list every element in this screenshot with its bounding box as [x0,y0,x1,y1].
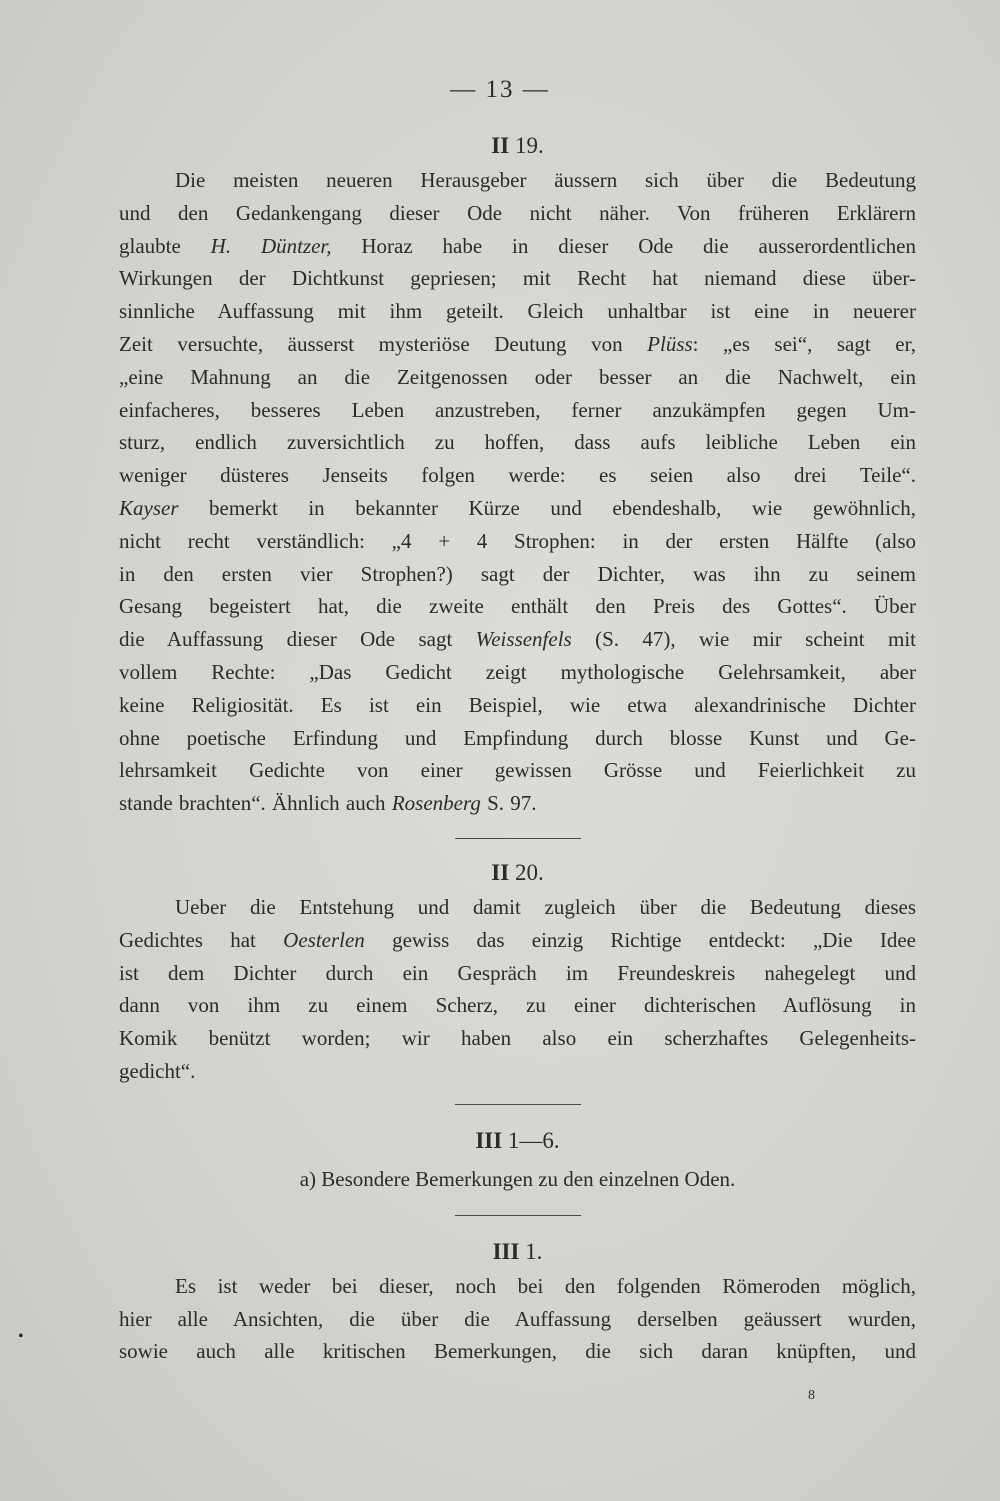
heading-number: 1. [525,1238,543,1264]
text-line: lehrsamkeit Gedichte von einer gewissen Grösse und Feierlichkeit zu [119,758,916,783]
text-line: keine Religiosität. Es ist ein Beispiel, wie etwa alexandrinische Dichter [119,692,916,717]
text-line: Zeit versuchte, äusserst mysteriöse Deutung von Plüss: „es sei“, sagt er, [119,331,916,356]
page-body [119,128,916,1368]
text-line: Ueber die Entstehung und damit zugleich über die Bedeutung dieses [175,894,916,919]
heading-roman: III [475,1127,503,1153]
section-heading-iii-1 [119,1234,916,1270]
heading-roman: II [491,133,510,158]
text-line: ist dem Dichter durch ein Gespräch im Freundeskreis nahegelegt und [119,960,916,985]
heading-roman: II [491,859,510,885]
text-line: in den ersten vier Strophen?) sagt der Dichter, was ihn zu seinem [119,561,916,586]
signature-mark: 8 [808,1388,815,1403]
text-line: sowie auch alle kritischen Bemerkungen, die sich daran knüpften, und [119,1339,916,1364]
text-line: dann von ihm zu einem Scherz, zu einer dichterischen Auflösung in [119,993,916,1018]
text-line: gedicht“. [119,1058,196,1083]
italic-name: Kayser [119,495,179,520]
text-line: hier alle Ansichten, die über die Auffassung derselben geäussert wurden, [119,1306,916,1331]
text-line: und den Gedankengang dieser Ode nicht näher. Von früheren Erklärern [119,200,916,225]
italic-name: Weissenfels [475,627,572,652]
text-line: Gesang begeistert hat, die zweite enthält den Preis des Gottes“. Über [119,594,916,619]
text-line: Wirkungen der Dichtkunst gepriesen; mit Recht hat niemand diese über- [119,266,916,291]
text-line: die Auffassung dieser Ode sagt Weissenfels (S. 47), wie mir scheint mit [119,627,916,652]
text-line: nicht recht verständlich: „4 + 4 Strophen: in der ersten Hälfte (also [119,528,916,553]
text-line: vollem Rechte: „Das Gedicht zeigt mythologische Gelehrsamkeit, aber [119,659,916,684]
italic-name: H. Düntzer, [210,233,332,258]
heading-number: 1—6. [507,1127,560,1153]
margin-mark: • [18,1328,24,1345]
heading-number: 19. [514,133,544,158]
text-line: ohne poetische Erfindung und Empfindung durch blosse Kunst und Ge- [119,725,916,750]
text-line: „eine Mahnung an die Zeitgenossen oder besser an die Nachwelt, ein [119,364,916,389]
section-heading-iii-1-6 [119,1123,916,1159]
text-line: Kayser bemerkt in bekannter Kürze und ebendeshalb, wie gewöhnlich, [119,495,916,520]
text-line: weniger düsteres Jenseits folgen werde: es seien also drei Teile“. [119,463,916,488]
text-line: Die meisten neueren Herausgeber äussern sich über die Bedeutung [175,168,916,192]
subheading: a) Besondere Bemerkungen zu den einzelnen Oden. [299,1166,736,1191]
text-line: glaubte H. Düntzer, Horaz habe in dieser Ode die ausserordentlichen [119,233,916,258]
text-line: sturz, endlich zuversichtlich zu hoffen, dass aufs leibliche Leben ein [119,430,916,455]
heading-roman: III [492,1238,520,1264]
heading-number: 20. [514,859,544,885]
text-line: Komik benützt worden; wir haben also ein scherzhaftes Gelegenheits- [119,1026,916,1051]
page-number: — 13 — [450,76,550,103]
italic-name: Oesterlen [283,927,365,952]
italic-name: Rosenberg [391,791,481,816]
italic-name: Plüss [647,331,693,356]
text-line: einfacheres, besseres Leben anzustreben, ferner anzukämpfen gegen Um- [119,397,916,422]
text-line: sinnliche Auffassung mit ihm geteilt. Gleich unhaltbar ist eine in neuerer [119,299,916,324]
text-line: stande brachten“. Ähnlich auch Rosenberg S. 97. [119,791,537,816]
section-heading-ii-19 [119,128,916,164]
paragraph-ii-20 [119,891,916,1088]
text-line: Gedichtes hat Oesterlen gewiss das einzig Richtige entdeckt: „Die Idee [119,927,916,952]
text-line: Es ist weder bei dieser, noch bei den folgenden Römeroden möglich, [175,1273,916,1298]
paragraph-ii-19 [119,164,916,820]
section-heading-ii-20 [119,855,916,891]
paragraph-iii-1 [119,1270,916,1368]
